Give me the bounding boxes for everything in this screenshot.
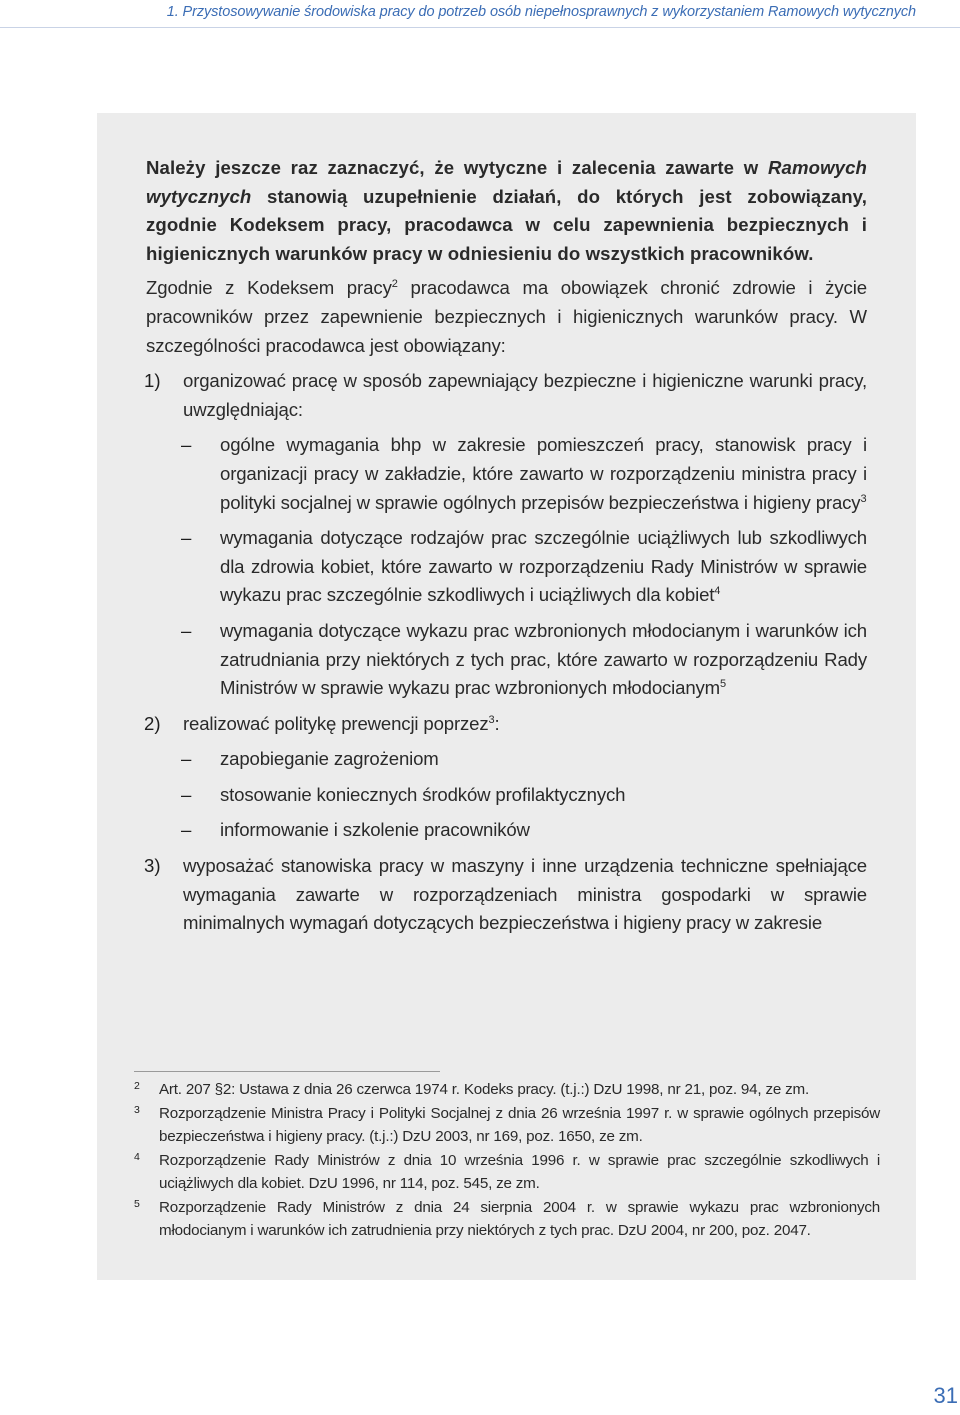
sub-list-item-text bbox=[220, 816, 867, 845]
footnote bbox=[134, 1078, 880, 1101]
body-text-end: pracodawca ma obowiązek chronić zdrowie i życie pracowników przez zapewnienie bezpiecznych i higienicznych warunków pracy. W szczególności pracodawca jest obowiązany: bbox=[146, 277, 867, 356]
sub-list-item-body: stosowanie koniecznych środków profilaktycznych bbox=[220, 783, 626, 805]
footnotes bbox=[134, 1078, 880, 1243]
sub-list-item-body: informowanie i szkolenie pracowników bbox=[220, 819, 530, 841]
list-item bbox=[146, 852, 867, 938]
list-item-text bbox=[183, 710, 867, 739]
list-item-text bbox=[183, 367, 867, 424]
footnote-number: 4 bbox=[134, 1151, 140, 1163]
footnote-ref: 2 bbox=[391, 278, 398, 291]
footnote-ref: 3 bbox=[488, 713, 495, 726]
footnote-number: 3 bbox=[134, 1104, 140, 1116]
running-header: 1. Przystosowywanie środowiska pracy do potrzeb osób niepełnosprawnych z wykorzystaniem Ramowych wytycznych bbox=[166, 4, 916, 20]
lead-text-end: stanowią uzupełnienie działań, do których jest zobowiązany, zgodnie Kodeksem pracy, pracodawca w celu zapewnienia bezpiecznych i higienicznych warunków pracy w odniesieniu do wszystkich pracowników. bbox=[146, 185, 867, 264]
header-divider bbox=[0, 27, 960, 28]
footnote bbox=[134, 1196, 880, 1242]
sub-list bbox=[183, 745, 867, 845]
list-item-text bbox=[183, 852, 867, 938]
lead-paragraph bbox=[146, 154, 867, 268]
sub-list-item-body: wymagania dotyczące rodzajów prac szczególnie uciążliwych lub szkodliwych dla zdrowia kobiet, które zawarto w rozporządzeniu Rady Ministrów w sprawie wykazu prac szczególnie szkodliwych i uciążliwych dla kobiet bbox=[220, 527, 867, 606]
lead-text-start: Należy jeszcze raz zaznaczyć, że wytyczne i zalecenia zawarte w bbox=[146, 157, 769, 178]
sub-list-item bbox=[183, 617, 867, 703]
sub-list-item bbox=[183, 431, 867, 517]
sub-list-item-text bbox=[220, 617, 867, 703]
list-item-tail: : bbox=[494, 712, 500, 734]
sub-list-item bbox=[183, 524, 867, 610]
dash-bullet: – bbox=[181, 783, 192, 805]
footnote-text: Rozporządzenie Rady Ministrów z dnia 24 sierpnia 2004 r. w sprawie wykazu prac wzbronionych młodocianym i warunków ich zatrudnienia przy niektórych z tych prac. DzU 2004, nr 200, poz. 2047. bbox=[159, 1199, 880, 1239]
footnote-ref: 3 bbox=[860, 492, 867, 505]
list-number: 2) bbox=[144, 712, 161, 734]
dash-bullet: – bbox=[181, 748, 192, 770]
sub-list-item bbox=[183, 816, 867, 845]
footnote bbox=[134, 1102, 880, 1148]
body-paragraph bbox=[146, 274, 867, 360]
footnote-divider bbox=[134, 1071, 440, 1072]
footnote bbox=[134, 1149, 880, 1195]
footnote-text: Rozporządzenie Rady Ministrów z dnia 10 września 1996 r. w sprawie prac szczególnie szkodliwych i uciążliwych dla kobiet. DzU 1996, nr 114, poz. 545, ze zm. bbox=[159, 1152, 880, 1192]
list-item-body: realizować politykę prewencji poprzez bbox=[183, 712, 489, 734]
list-item-body: organizować pracę w sposób zapewniający bezpieczne i higieniczne warunki pracy, uwzględniając: bbox=[183, 370, 867, 420]
sub-list-item bbox=[183, 781, 867, 810]
sub-list-item-text bbox=[220, 781, 867, 810]
dash-bullet: – bbox=[181, 619, 192, 641]
list-item bbox=[146, 367, 867, 703]
sub-list-item bbox=[183, 745, 867, 774]
list-item bbox=[146, 710, 867, 845]
sub-list bbox=[183, 431, 867, 702]
sub-list-item-body: ogólne wymagania bhp w zakresie pomieszczeń pracy, stanowisk pracy i organizacji pracy w zakładzie, które zawarto w rozporządzeniu ministra pracy i polityki socjalnej w sprawie ogólnych przepisów bezpieczeństwa i higieny pracy bbox=[220, 434, 867, 513]
dash-bullet: – bbox=[181, 819, 192, 841]
sub-list-item-text bbox=[220, 431, 867, 517]
footnote-number: 2 bbox=[134, 1080, 140, 1092]
body-text-start: Zgodnie z Kodeksem pracy bbox=[146, 277, 392, 299]
footnote-text: Art. 207 §2: Ustawa z dnia 26 czerwca 1974 r. Kodeks pracy. (t.j.:) DzU 1998, nr 21, poz. 94, ze zm. bbox=[159, 1081, 809, 1098]
footnote-ref: 4 bbox=[714, 585, 721, 598]
sub-list-item-text bbox=[220, 745, 867, 774]
footnote-ref: 5 bbox=[720, 678, 726, 691]
footnote-text: Rozporządzenie Ministra Pracy i Polityki Socjalnej z dnia 26 września 1997 r. w sprawie ogólnych przepisów bezpieczeństwa i higieny pracy. (t.j.:) DzU 2003, nr 169, poz. 1650, ze zm. bbox=[159, 1105, 880, 1145]
footnote-number: 5 bbox=[134, 1198, 140, 1210]
list-number: 3) bbox=[144, 855, 161, 877]
list-number: 1) bbox=[144, 370, 161, 392]
sub-list-item-body: wymagania dotyczące wykazu prac wzbronionych młodocianym i warunków ich zatrudniania przy niektórych z tych prac, które zawarto w rozporządzeniu Rady Ministrów w sprawie wykazu prac wzbronionych młodocianym bbox=[220, 619, 867, 699]
page-number: 31 bbox=[933, 1383, 958, 1408]
lead-italic-title: Ramowych wytycznych bbox=[146, 157, 867, 207]
dash-bullet: – bbox=[181, 527, 192, 549]
sub-list-item-body: zapobieganie zagrożeniom bbox=[220, 748, 439, 770]
obligations-list bbox=[146, 367, 867, 938]
sub-list-item-text bbox=[220, 524, 867, 610]
list-item-body: wyposażać stanowiska pracy w maszyny i inne urządzenia techniczne spełniające wymagania zawarte w rozporządzeniach ministra gospodarki w sprawie minimalnych wymagań dotyczących bezpieczeństwa i higieny pracy w zakresie bbox=[183, 855, 867, 934]
main-content bbox=[146, 154, 867, 938]
dash-bullet: – bbox=[181, 434, 192, 456]
